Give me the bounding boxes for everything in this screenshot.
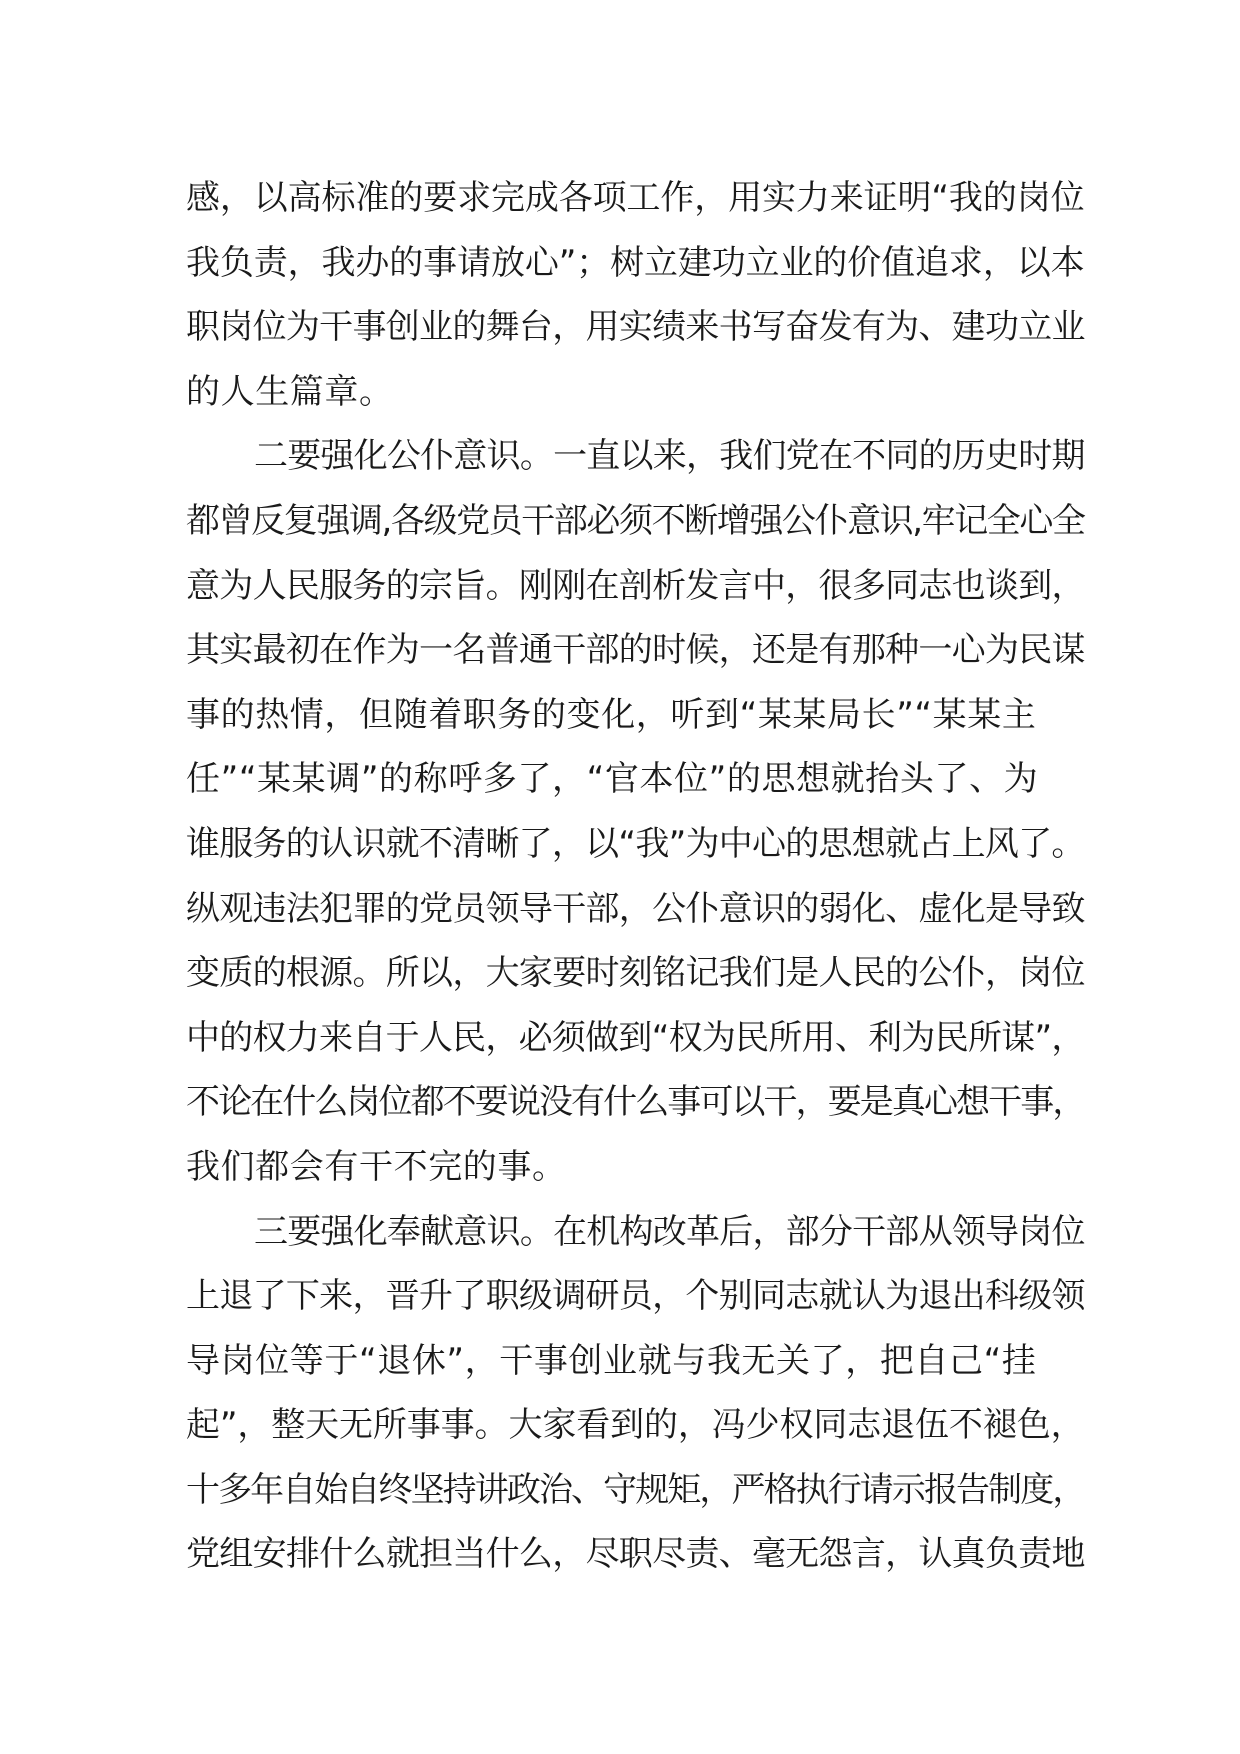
text-line: 纵观违法犯罪的党员领导干部，公仆意识的弱化、虚化是导致: [186, 888, 1085, 929]
text-line: 职岗位为干事创业的舞台，用实绩来书写奋发有为、建功立业: [186, 307, 1085, 348]
text-line: 中的权力来自于人民，必须做到“权为民所用、利为民所谋”，: [186, 1017, 1085, 1058]
text-line: 二要强化公仆意识。一直以来，我们党在不同的历史时期: [254, 436, 1085, 477]
text-line: 上退了下来，晋升了职级调研员，个别同志就认为退出科级领: [186, 1276, 1085, 1317]
document-body: [186, 166, 1086, 1587]
text-line: 任”“某某调”的称呼多了，“官本位”的思想就抬头了、为: [186, 759, 1039, 800]
text-line: 的人生篇章。: [186, 371, 394, 412]
text-line: 不论在什么岗位都不要说没有什么事可以干，要是真心想干事，: [186, 1082, 1085, 1123]
text-line: 起”，整天无所事事。大家看到的，冯少权同志退伍不褪色，: [186, 1405, 1085, 1446]
text-line: 其实最初在作为一名普通干部的时候，还是有那种一心为民谋: [186, 630, 1085, 671]
text-line: 事的热情，但随着职务的变化，听到“某某局长”“某某主: [186, 694, 1037, 735]
text-line: 都曾反复强调,各级党员干部必须不断增强公仆意识,牢记全心全: [186, 500, 1085, 541]
text-line: 我负责，我办的事请放心”；树立建功立业的价值追求，以本: [186, 242, 1085, 283]
text-line: 感，以高标准的要求完成各项工作，用实力来证明“我的岗位: [186, 178, 1085, 218]
text-line: 党组安排什么就担当什么，尽职尽责、毫无怨言，认真负责地: [186, 1534, 1085, 1575]
text-line: 变质的根源。所以，大家要时刻铭记我们是人民的公仆，岗位: [186, 953, 1085, 994]
text-line: 谁服务的认识就不清晰了，以“我”为中心的思想就占上风了。: [186, 823, 1085, 864]
text-line: 我们都会有干不完的事。: [186, 1146, 567, 1187]
text-line: 十多年自始自终坚持讲政治、守规矩，严格执行请示报告制度，: [186, 1469, 1085, 1510]
text-line: 导岗位等于“退休”，干事创业就与我无关了，把自己“挂: [186, 1340, 1037, 1381]
text-line: 三要强化奉献意识。在机构改革后，部分干部从领导岗位: [254, 1211, 1085, 1252]
text-line: 意为人民服务的宗旨。刚刚在剖析发言中，很多同志也谈到，: [186, 565, 1085, 606]
